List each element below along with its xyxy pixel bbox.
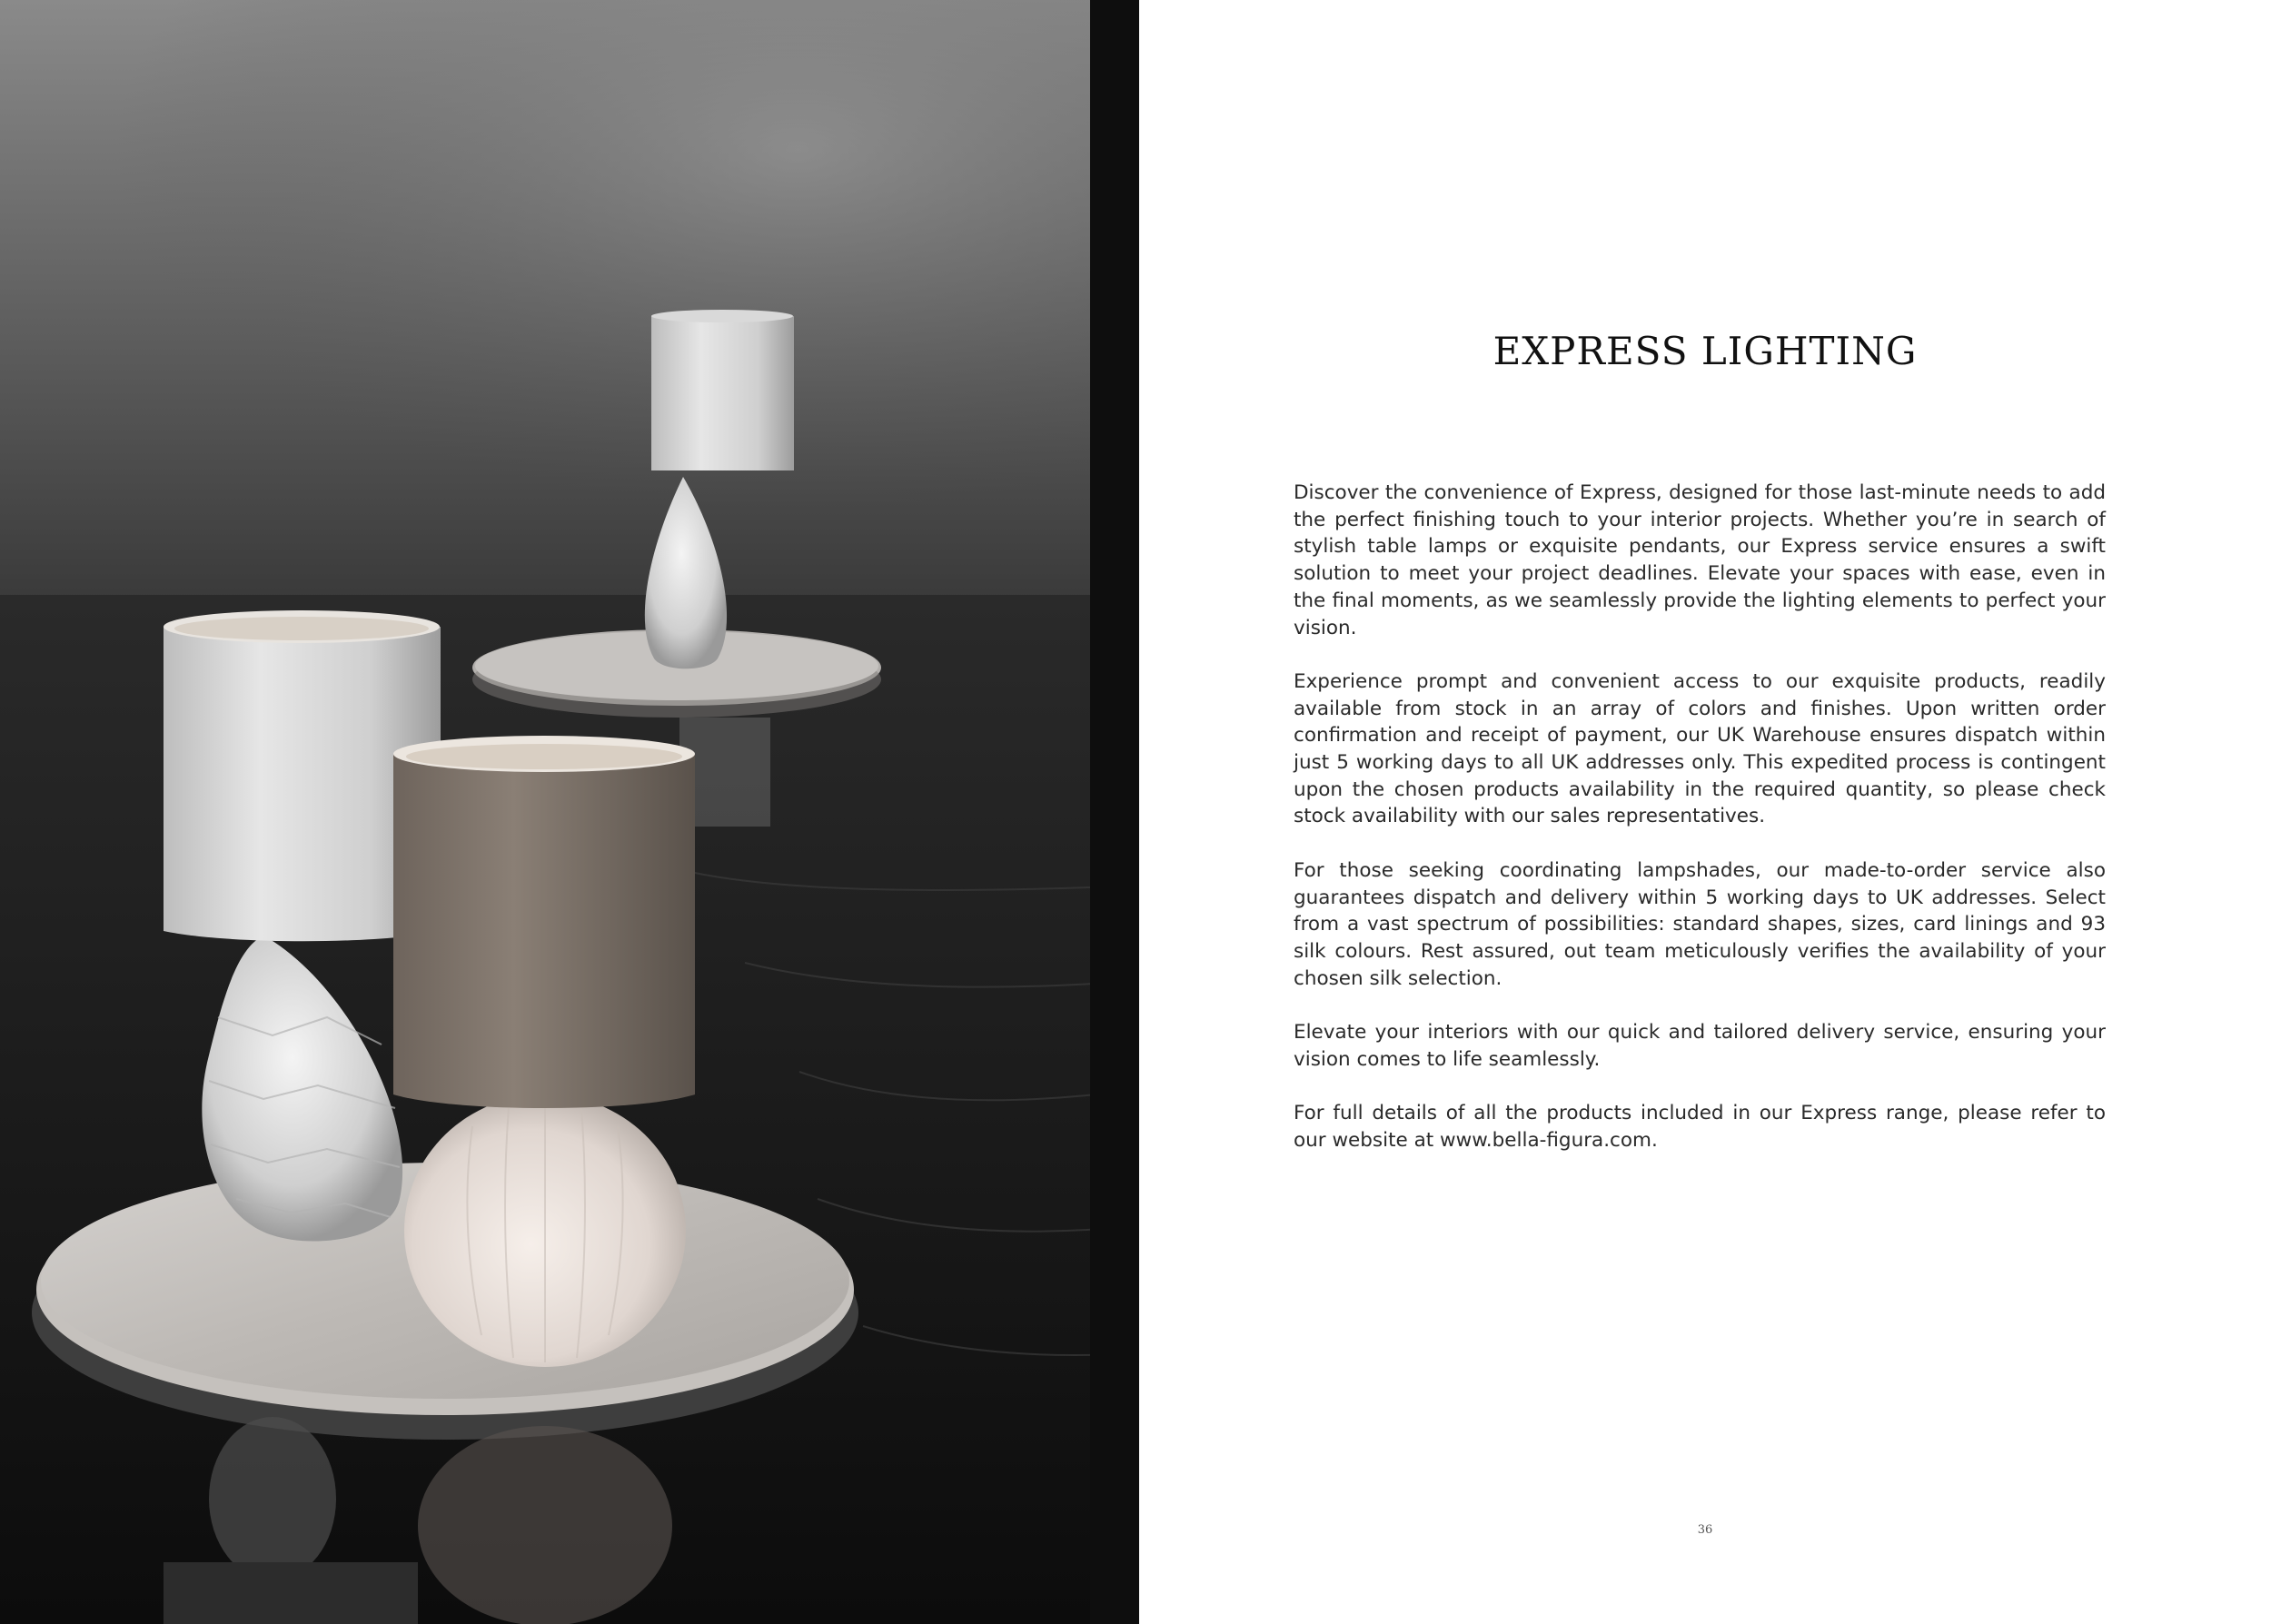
page-number: 36 <box>1697 1523 1713 1537</box>
text-page <box>1139 0 2271 1624</box>
paragraph-stock: Experience prompt and convenient access to our exquisite products, readily available from stock in an array of colors and finishes. Upon written order confirmation and receipt of payment, our UK Warehouse ensures dispatch within just 5 working days to all UK addresses only. This expedited process is contingent upon the chosen products availability in the required quantity, so please check stock availability with our sales representatives. <box>1294 669 2106 828</box>
body-copy <box>1294 480 2106 1181</box>
paragraph-website: For full details of all the products included in our Express range, please refer to our website at www.bella-figura.com. <box>1294 1102 2106 1152</box>
paragraph-delivery: Elevate your interiors with our quick and tailored delivery service, ensuring your vision comes to life seamlessly. <box>1294 1021 2106 1071</box>
paragraph-lampshades: For those seeking coordinating lampshades, our made-to-order service also guarantees dispatch and delivery within 5 working days to UK addresses. Select from a vast spectrum of possibilities: standard shapes, sizes, card linings and 93 silk colours. Rest assured, out team meticulously verifies the availability of your chosen silk selection. <box>1294 858 2106 990</box>
page-title: EXPRESS LIGHTING <box>1493 329 1918 373</box>
paragraph-intro: Discover the convenience of Express, designed for those last-minute needs to add the perfect finishing touch to your interior projects. Whether you’re in search of stylish table lamps or exquisite pendants, our Express service ensures a swift solution to meet your project deadlines. Elevate your spaces with ease, even in the final moments, as we seamlessly provide the lighting elements to perfect your vision. <box>1294 481 2106 639</box>
